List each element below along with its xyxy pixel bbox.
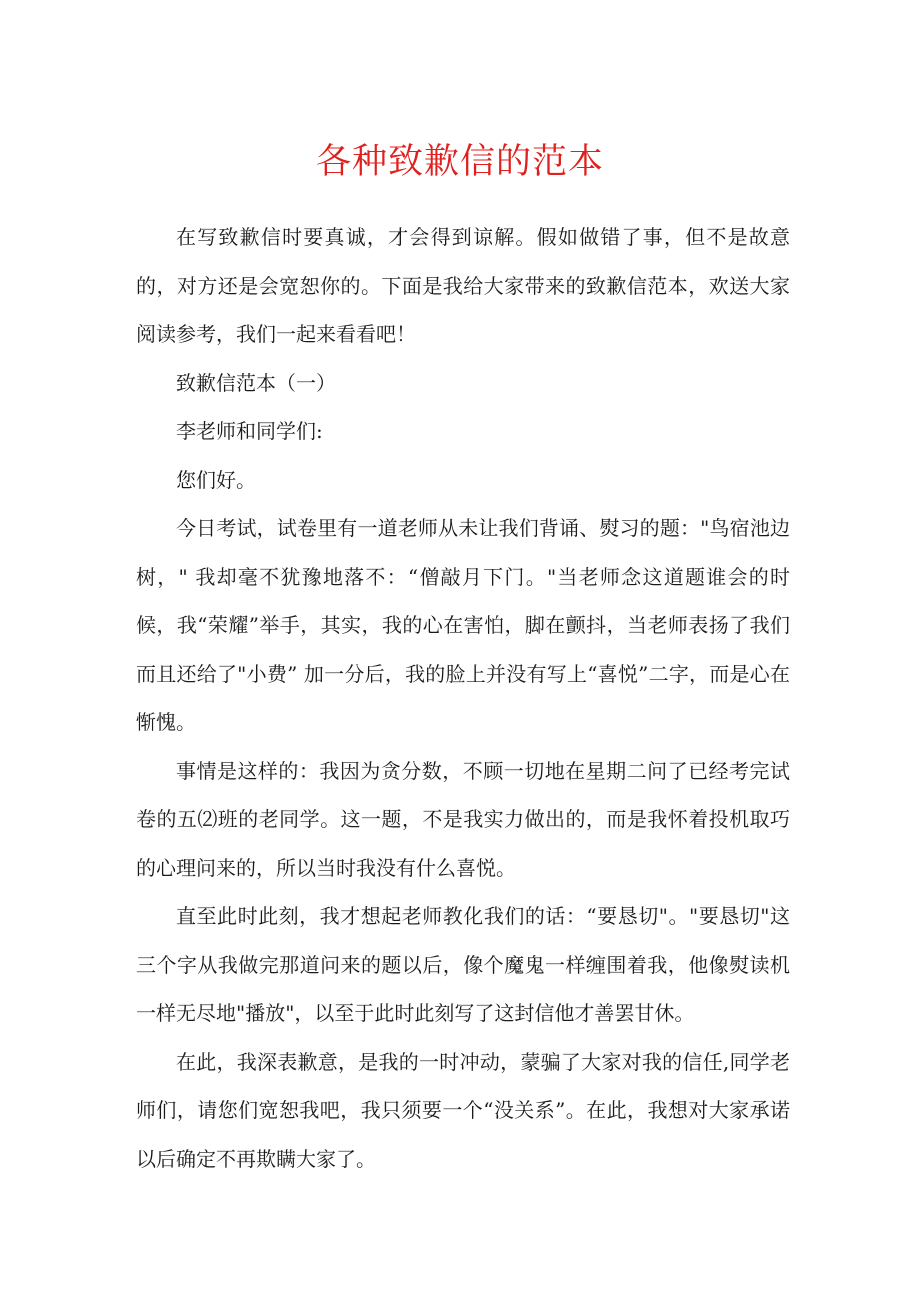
document-title: 各种致歉信的范本 [315, 142, 604, 182]
salutation: 李老师和同学们: [176, 419, 323, 443]
body-paragraph: 直至此时此刻，我才想起老师教化我们的话：“要恳切"。"要恳切"这三个字从我做完那道问来的题以后，像个魔鬼一样缠围着我，他像熨读机一样无尽地"播放"，以至于此时此刻写了这封信他才善罢甘休。 [136, 904, 790, 1025]
greeting: 您们好。 [176, 467, 256, 492]
document-body [136, 213, 790, 1183]
body-paragraph: 今日考试，试卷里有一道老师从未让我们背诵、熨习的题："鸟宿池边树，" 我却毫不犹豫地落不：“僧敲月下门。"当老师念这道题谁会的时候，我“荣耀”举手，其实，我的心在害怕，脚在颤抖，当老师表扬了我们而且还给了"小费” 加一分后，我的脸上并没有写上“喜悦”二字，而是心在惭愧。 [136, 516, 790, 734]
intro-paragraph: 在写致歉信时要真诚，才会得到谅解。假如做错了事，但不是故意的，对方还是会宽恕你的。下面是我给大家带来的致歉信范本，欢送大家阅读参考，我们一起来看看吧！ [136, 225, 790, 346]
body-paragraph: 事情是这样的：我因为贪分数，不顾一切地在星期二问了已经考完试卷的五⑵班的老同学。这一题，不是我实力做出的，而是我怀着投机取巧的心理问来的，所以当时我没有什么喜悦。 [136, 758, 790, 880]
section-heading: 致歉信范本（一） [176, 370, 336, 395]
body-paragraph: 在此，我深表歉意，是我的一时冲动，蒙骗了大家对我的信任,同学老师们，请您们宽恕我吧，我只须要一个“没关系”。在此，我想对大家承诺以后确定不再欺瞒大家了。 [136, 1049, 790, 1171]
